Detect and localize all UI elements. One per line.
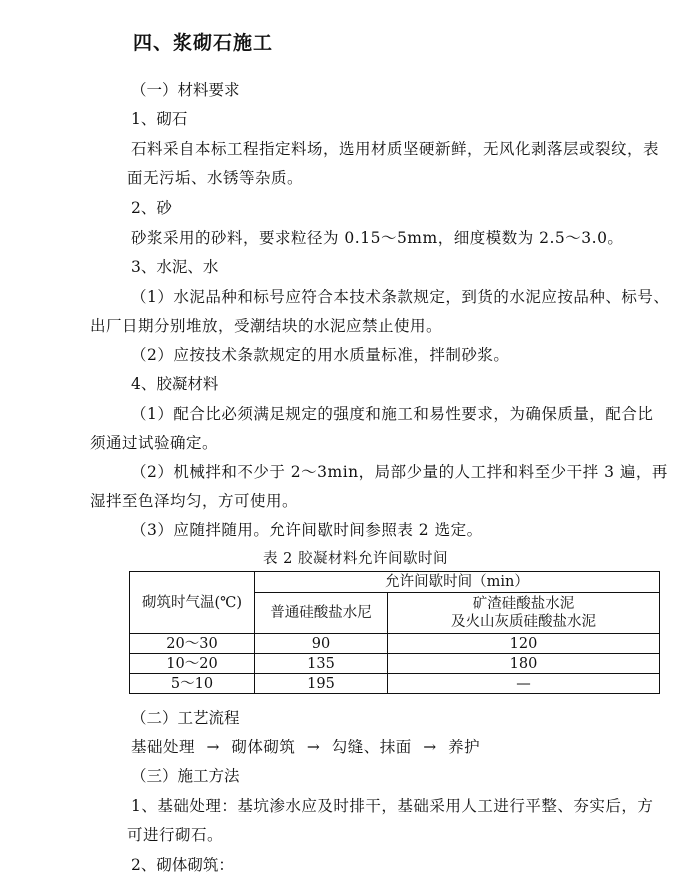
arrow-right-icon: → [423,738,437,756]
table-cell-slag: 180 [388,654,660,674]
text-line: 1、基础处理：基坑渗水应及时排干，基础采用人工进行平整、夯实后，方 [131,797,654,815]
item-title-cement-water: 3、水泥、水 [131,258,219,276]
paragraph-binder-2 [90,462,668,511]
paragraph-sand: 砂浆采用的砂料，要求粒径为 0.15～5mm，细度模数为 2.5～3.0。 [131,229,624,247]
table-header-slag-cement [388,593,660,634]
table-header-ordinary-cement: 普通硅酸盐水尼 [255,593,388,634]
header-line: 及火山灰质硅酸盐水泥 [451,614,596,630]
table-row [130,674,660,694]
flow-step: 砌体砌筑 [231,738,296,756]
section-heading: 四、浆砌石施工 [133,32,274,54]
text-line: 石料采自本标工程指定料场，选用材质坚硬新鲜，无风化剥落层或裂纹，表 [131,140,660,158]
table-header-group: 允许间歇时间（min） [255,572,660,593]
process-flow [131,737,480,757]
table-binder-interval [129,571,660,694]
table-header-temperature: 砌筑时气温(℃) [130,572,255,634]
table-cell-temp: 5～10 [130,674,255,694]
text-line: 须通过试验确定。 [90,434,219,452]
item-title-masonry: 2、砌体砌筑： [131,856,234,874]
text-line: 湿拌至色泽均匀，方可使用。 [90,492,299,510]
text-line: （2）机械拌和不少于 2～3min，局部少量的人工拌和料至少干拌 3 遍，再 [131,463,668,481]
item-title-sand: 2、砂 [131,199,172,217]
paragraph-cement [90,287,670,336]
table-row [130,654,660,674]
header-line: 矿渣硅酸盐水泥 [472,596,575,612]
table-caption: 表 2 胶凝材料允许间歇时间 [263,551,448,567]
text-line: （1）水泥品种和标号应符合本技术条款规定，到货的水泥应按品种、标号、 [131,288,670,306]
paragraph-foundation [127,796,654,845]
table-cell-ordinary: 195 [255,674,388,694]
table-cell-ordinary: 135 [255,654,388,674]
text-line: 可进行砌石。 [127,826,224,844]
item-title-stone: 1、砌石 [131,110,188,128]
arrow-right-icon: → [306,738,321,756]
item-title-binder: 4、胶凝材料 [131,375,219,393]
text-line: （1）配合比必须满足规定的强度和施工和易性要求，为确保质量，配合比 [131,405,654,423]
flow-step: 基础处理 [131,738,196,756]
paragraph-binder-1 [90,404,654,453]
paragraph-binder-3: （3）应随拌随用。允许间歇时间参照表 2 选定。 [131,521,483,539]
text-line: 出厂日期分别堆放，受潮结块的水泥应禁止使用。 [90,317,443,335]
table-cell-slag: — [388,674,660,694]
table-cell-temp: 20～30 [130,634,255,654]
flow-step: 养护 [448,738,481,756]
flow-step: 勾缝、抹面 [331,738,412,756]
table-cell-slag: 120 [388,634,660,654]
text-line: 面无污垢、水锈等杂质。 [127,169,304,187]
table-cell-temp: 10～20 [130,654,255,674]
subsection-title-method: （三）施工方法 [131,767,240,785]
table-cell-ordinary: 90 [255,634,388,654]
paragraph-water: （2）应按技术条款规定的用水质量标准，拌制砂浆。 [131,346,510,364]
arrow-right-icon: → [206,738,220,756]
table-row [130,634,660,654]
subsection-title-process: （二）工艺流程 [131,709,240,727]
subsection-title-materials: （一）材料要求 [131,81,240,99]
paragraph-stone [127,139,660,188]
